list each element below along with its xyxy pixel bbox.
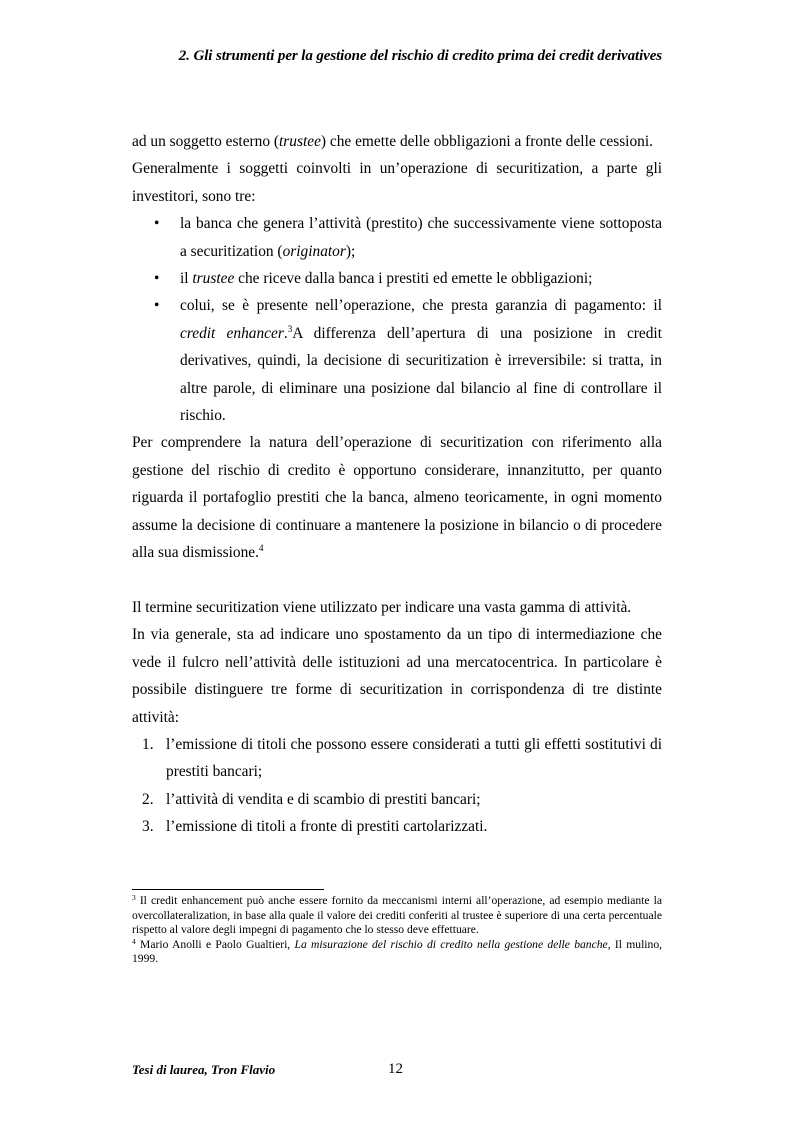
numbered-item-2: 2. l’attività di vendita e di scambio di prestiti bancari; [142,790,481,808]
numbered-list [132,731,662,841]
bullet-icon: • [154,270,160,288]
paragraph-2: Generalmente i soggetti coinvolti in un’operazione di securitization, a parte gli investitori, sono tre: [132,160,662,205]
paragraph-5: In via generale, sta ad indicare uno spostamento da un tipo di intermediazione che vede il fulcro nell’attività delle istituzioni ad una mercatocentrica. In particolare è possibile distinguere tre forme di securitization in corrispondenza di tre distinte attività: [132,626,662,726]
footnote-3: $^3$ Il credit enhancement può anche essere fornito da meccanismi interni all’operazione, ad esempio mediante la overcollateralization, in base alla quale il valore dei crediti conferiti al trustee è superiore di una certa percentuale rispetto al valore degli impegni di pagamento che lo stesso deve effettuare. [132,893,662,937]
running-header: 2. Gli strumenti per la gestione del rischio di credito prima dei credit derivatives [178,48,662,64]
paragraph-3: Per comprendere la natura dell’operazione di securitization con riferimento alla gestione del rischio di credito è opportuno considerare, innanzitutto, per quanto riguarda il portafoglio prestiti che la banca, almeno teoricamente, in ogni momento assume la decisione di continuare a mantenere la posizione in bilancio o di procedere alla sua dismissione.$^4$ [132,434,662,562]
footer-author: Tesi di laurea, Tron Flavio [132,1062,276,1077]
paragraph-gap [132,567,662,594]
footnote-4: $^4$ Mario Anolli e Paolo Gualtieri, La misurazione del rischio di credito nella gestione delle banche, Il mulino, 1999. [132,936,663,966]
paragraph-1: ad un soggetto esterno (trustee) che emette delle obbligazioni a fronte delle cessioni. [132,133,653,150]
footnotes [132,894,662,967]
bullet-item-originator: • la banca che genera l’attività (prestito) che successivamente viene sottoposta a securitization (originator); [132,210,662,265]
bullet-list [132,210,662,429]
term-trustee: trustee [279,133,321,150]
body-text [132,128,662,841]
bullet-icon: • [154,297,160,315]
bullet-item-credit-enhancer: • colui, se è presente nell’operazione, che presta garanzia di pagamento: il credit enhancer.$^3$A differenza dell’apertura di una posizione in credit derivatives, quindi, la decisione di securitization è irreversibile: si tratta, in altre parole, di eliminare una posizione dal bilancio al fine di controllare il rischio. [132,292,662,429]
bullet-item-trustee: • il trustee che riceve dalla banca i prestiti ed emette le obbligazioni; [132,265,662,292]
book-title: La misurazione del rischio di credito nella gestione delle banche [294,937,608,951]
bullet-icon: • [154,215,160,233]
numbered-item-1: 1. l’emissione di titoli che possono essere considerati a tutti gli effetti sostitutivi di prestiti bancari; [142,735,662,781]
page-number: 12 [388,1061,403,1077]
footnote-divider [132,889,324,890]
paragraph-4: Il termine securitization viene utilizzato per indicare una vasta gamma di attività. [132,598,632,616]
footnote-ref-3[interactable]: 3 [287,323,293,334]
numbered-item-3: 3. l’emissione di titoli a fronte di prestiti cartolarizzati. [142,818,488,836]
footnote-ref-4[interactable]: 4 [258,543,264,554]
